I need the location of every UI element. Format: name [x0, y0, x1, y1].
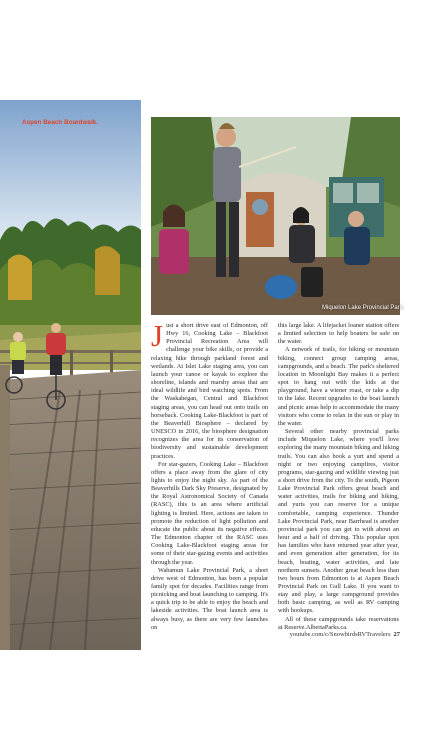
article-column-2 [278, 322, 399, 632]
paragraph-text: ust a short drive east of Edmonton, off Hwy 16, Cooking Lake – Blackfoot Provincial Recreation Area will challenge your bike skills, or provide a relaxing hike through parkland forest and wetlands. At Islet Lake staging area, you can launch your canoe or kayak to explore the shoreline, islands and marshy areas that are ideal wildlife and bird watching spots. From the Waskahegan, Central and Blackfoot staging areas, you can head out onto trails on horseback. Cooking Lake-Blackfoot is part of the Beaverhill Biosphere – declared by UNESCO in 2016, the biosphere designation recognizes the area for its conservation of biodiversity and sustainable development practices. [151, 322, 268, 460]
drop-cap: J [151, 318, 164, 353]
boardwalk-photo [0, 100, 141, 650]
left-photo-caption: Aspen Beach Boardwalk. [22, 119, 99, 126]
paragraph: All of these campgrounds take reservations at Reserve.AlbertaParks.ca. [278, 615, 399, 631]
campsite-photo [151, 117, 400, 315]
paragraph: For star-gazers, Cooking Lake – Blackfoot offers a place away from the glare of city lights to enjoy the night sky. As part of the Beaverhills Dark Sky Preserve, designated by the Royal Astronomical Society of Canada (RASC), this is an area where artificial lighting is limited. Here, actions are taken to promote the reduction of light pollution and educate the public about its negative effects. The Edmonton chapter of the RASC uses Cooking Lake-Blackfoot staging areas for some of their star-gazing events and activities through the year. [151, 460, 268, 566]
footer-url: youtube.com/c/SnowbirdsRVTravelers [289, 631, 391, 638]
paragraph: Wabamun Lake Provincial Park, a short drive west of Edmonton, has been a popular family spot for decades. Facilities range from picnicking and boat launching to camping. It's a quick trip to be able to enjoy the beach and lakeside activities. The boat launch area is always busy, as there are very few launches on [151, 566, 268, 631]
paragraph: this large lake. A lifejacket loaner station offers a limited selection to help boaters be safe on the water. [278, 322, 399, 346]
page-number: 27 [393, 631, 400, 638]
paragraph: A network of trails, for hiking or mountain biking, connect group camping areas, campgrounds, and a beach. The park's sheltered location in Moonlight Bay makes it a perfect spot to hang out with the kids at the playground, have a wiener roast, or take a dip in the lake. Recent upgrades to the boat launch and picnic areas help to accommodate the many visitors who come to relax in the sun or play in the water. [278, 346, 399, 427]
paragraph: Several other nearby provincial parks include Miquelon Lake, where you'll love exploring the many mountain biking and hiking trails. You can also book a yurt and spend a night or two enjoying campfires, visitor programs, star-gazing and wildlife viewing just a short drive from the city. To the south, Pigeon Lake Provincial Park offers great beach and water activities, trails for biking and hiking, and yurts you can reserve for a unique comfortable, camping experience. Thunder Lake Provincial Park, near Barrhead is another provincial park you can get to with about an hour and a half of driving. This popular spot has families who have returned year after year, and even generation after generation, for its beach, boating, water activities, and late northern sunsets. Another great beach less than two hours from Edmonton is at Aspen Beach Provincial Park on Gull Lake. If you want to stay and play, a large campground provides both basic camping, as well as RV camping with hookups. [278, 428, 399, 615]
article-column-1 [151, 318, 268, 632]
right-photo-caption: Miquelon Lake Provincial Park. [322, 305, 405, 311]
paragraph [151, 318, 268, 461]
page-footer [278, 631, 400, 638]
